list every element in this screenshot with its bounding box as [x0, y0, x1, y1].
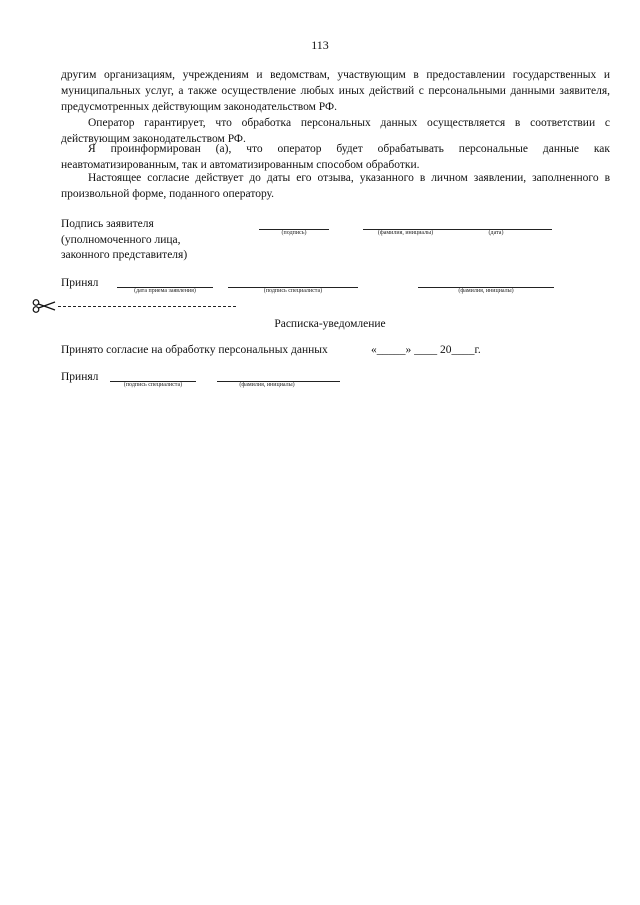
scissors-icon — [32, 299, 56, 313]
receipt-date-field[interactable]: «_____» ____ 20____г. — [371, 344, 481, 356]
receipt-signature-caption: (подпись специалиста) — [123, 382, 183, 388]
applicant-signature-label-1: Подпись заявителя — [61, 218, 154, 230]
receipt-consent-text: Принято согласие на обработку персональных данных — [61, 344, 328, 356]
receipt-accepted-label: Принял — [61, 371, 99, 383]
paragraph-2: Оператор гарантирует, что обработка персональных данных осуществляется в соответствии с действующим законодательством РФ. — [61, 117, 610, 145]
cut-line — [58, 306, 236, 307]
paragraph-4: Настоящее согласие действует до даты его отзыва, указанного в личном заявлении, заполненного в произвольной форме, поданного оператору. — [61, 172, 610, 200]
paragraph-1: другим организациям, учреждениям и ведомствам, участвующим в предоставлении государственных и муниципальных услуг, а также осуществление любых иных действий с персональными данными заявителя, предусмотренных действующим законодательством РФ. — [61, 69, 610, 113]
receipt-title: Расписка-уведомление — [274, 318, 386, 330]
applicant-signature-label-3: законного представителя) — [61, 249, 188, 261]
applicant-signature-label-2: (уполномоченного лица, — [61, 234, 181, 246]
paragraph-3: Я проинформирован (а), что оператор будет обрабатывать персональные данные как неавтоматизированным, так и автоматизированным способом обработки. — [61, 143, 610, 171]
signature-caption: (подпись) — [281, 230, 307, 236]
accepted-label: Принял — [61, 277, 99, 289]
date-caption: (дата) — [488, 230, 504, 236]
name-caption: (фамилия, инициалы) — [377, 230, 434, 236]
specialist-signature-caption: (подпись специалиста) — [263, 288, 323, 294]
specialist-name-caption: (фамилия, инициалы) — [458, 288, 514, 294]
page-number: 113 — [311, 38, 329, 52]
accept-date-caption: (дата приема заявления) — [134, 288, 196, 294]
receipt-name-caption: (фамилия, инициалы) — [239, 382, 295, 388]
